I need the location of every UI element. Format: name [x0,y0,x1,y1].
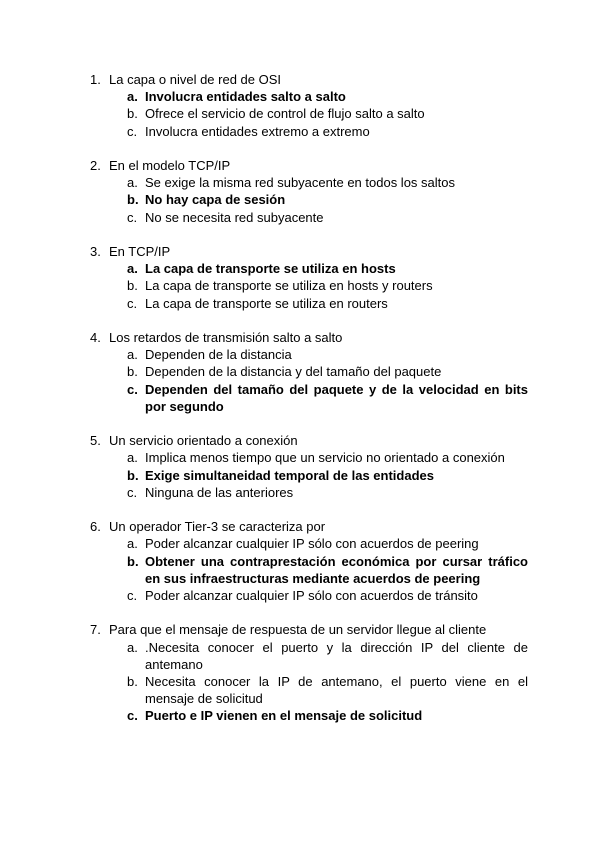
option-text: Implica menos tiempo que un servicio no orientado a conexión [145,450,505,466]
option [127,363,528,380]
question-line [90,518,528,535]
option [127,449,528,466]
question-3 [90,243,528,312]
option-text: Puerto e IP vienen en el mensaje de solicitud [145,708,423,724]
option [127,673,528,707]
option-text: La capa de transporte se utiliza en hosts [145,261,396,277]
question-text: En el modelo TCP/IP [109,158,231,173]
option-text: .Necesita conocer el puerto y la dirección IP del cliente de antemano [145,639,528,672]
question-text: En TCP/IP [109,244,171,259]
option [127,535,528,552]
question-text: Un servicio orientado a conexión [109,433,298,449]
option-letter: b. [127,467,139,483]
option-letter: c. [127,123,138,139]
option-letter: a. [127,450,138,466]
option-text: Dependen de la distancia y del tamaño del paquete [145,364,442,380]
question-number: 1. [90,72,101,87]
option-text: No hay capa de sesión [145,192,286,208]
option-text: Ofrece el servicio de control de flujo salto a salto [145,106,425,122]
option-letter: b. [127,553,139,569]
option-text: Involucra entidades salto a salto [145,89,346,105]
question-line [90,329,528,346]
question-2 [90,157,528,226]
option-letter: b. [127,192,139,208]
correct-option [127,88,528,105]
question-line [90,157,528,174]
option-text: Poder alcanzar cualquier IP sólo con acuerdos de peering [145,536,479,552]
correct-option [127,553,528,587]
question-text: Los retardos de transmisión salto a salto [109,330,343,345]
option-text: No se necesita red subyacente [145,209,324,225]
question-number: 6. [90,519,101,535]
correct-option [127,191,528,208]
question-7 [90,621,528,724]
correct-option [127,707,528,724]
option-text: Obtener una contraprestación económica por cursar tráfico en sus infraestructuras mediante acuerdos de peering [145,553,528,586]
option-text: Poder alcanzar cualquier IP sólo con acuerdos de tránsito [145,588,478,604]
option-text: La capa de transporte se utiliza en hosts y routers [145,278,433,294]
question-line [90,71,528,88]
option-text: Se exige la misma red subyacente en todos los saltos [145,175,456,191]
question-list [90,71,528,742]
question-line [90,432,528,449]
option [127,277,528,294]
question-number: 3. [90,244,101,259]
correct-option [127,381,528,415]
option [127,105,528,122]
option-letter: a. [127,261,138,277]
option [127,346,528,363]
question-text: Para que el mensaje de respuesta de un servidor llegue al cliente [109,622,487,638]
option-letter: a. [127,175,138,191]
option-text: Ninguna de las anteriores [145,484,294,500]
option-letter: b. [127,106,138,122]
question-6 [90,518,528,604]
option-letter: c. [127,295,138,311]
option [127,484,528,501]
question-number: 4. [90,330,101,345]
option [127,209,528,226]
option [127,174,528,191]
question-line [90,621,528,638]
option-letter: a. [127,347,138,363]
option-letter: c. [127,381,138,397]
option-text: Involucra entidades extremo a extremo [145,123,370,139]
option-letter: a. [127,536,138,552]
question-number: 7. [90,622,101,638]
correct-option [127,260,528,277]
option-text: Necesita conocer la IP de antemano, el puerto viene en el mensaje de solicitud [145,674,528,707]
question-line [90,243,528,260]
option [127,123,528,140]
question-number: 2. [90,158,101,173]
option [127,587,528,604]
option [127,295,528,312]
question-5 [90,432,528,501]
option-text: Dependen de la distancia [145,347,292,363]
option-letter: c. [127,708,138,724]
option-letter: c. [127,484,138,500]
question-text: Un operador Tier-3 se caracteriza por [109,519,326,535]
option-text: La capa de transporte se utiliza en routers [145,295,388,311]
option-letter: a. [127,639,138,655]
option-letter: c. [127,588,138,604]
option-letter: b. [127,674,138,690]
correct-option [127,467,528,484]
option-text: Dependen del tamaño del paquete y de la velocidad en bits por segundo [145,381,528,414]
option-letter: a. [127,89,138,105]
question-number: 5. [90,433,101,449]
question-text: La capa o nivel de red de OSI [109,72,282,87]
option-text: Exige simultaneidad temporal de las entidades [145,467,434,483]
option [127,639,528,673]
question-4 [90,329,528,415]
question-1 [90,71,528,140]
option-letter: b. [127,278,138,294]
option-letter: c. [127,209,138,225]
option-letter: b. [127,364,138,380]
